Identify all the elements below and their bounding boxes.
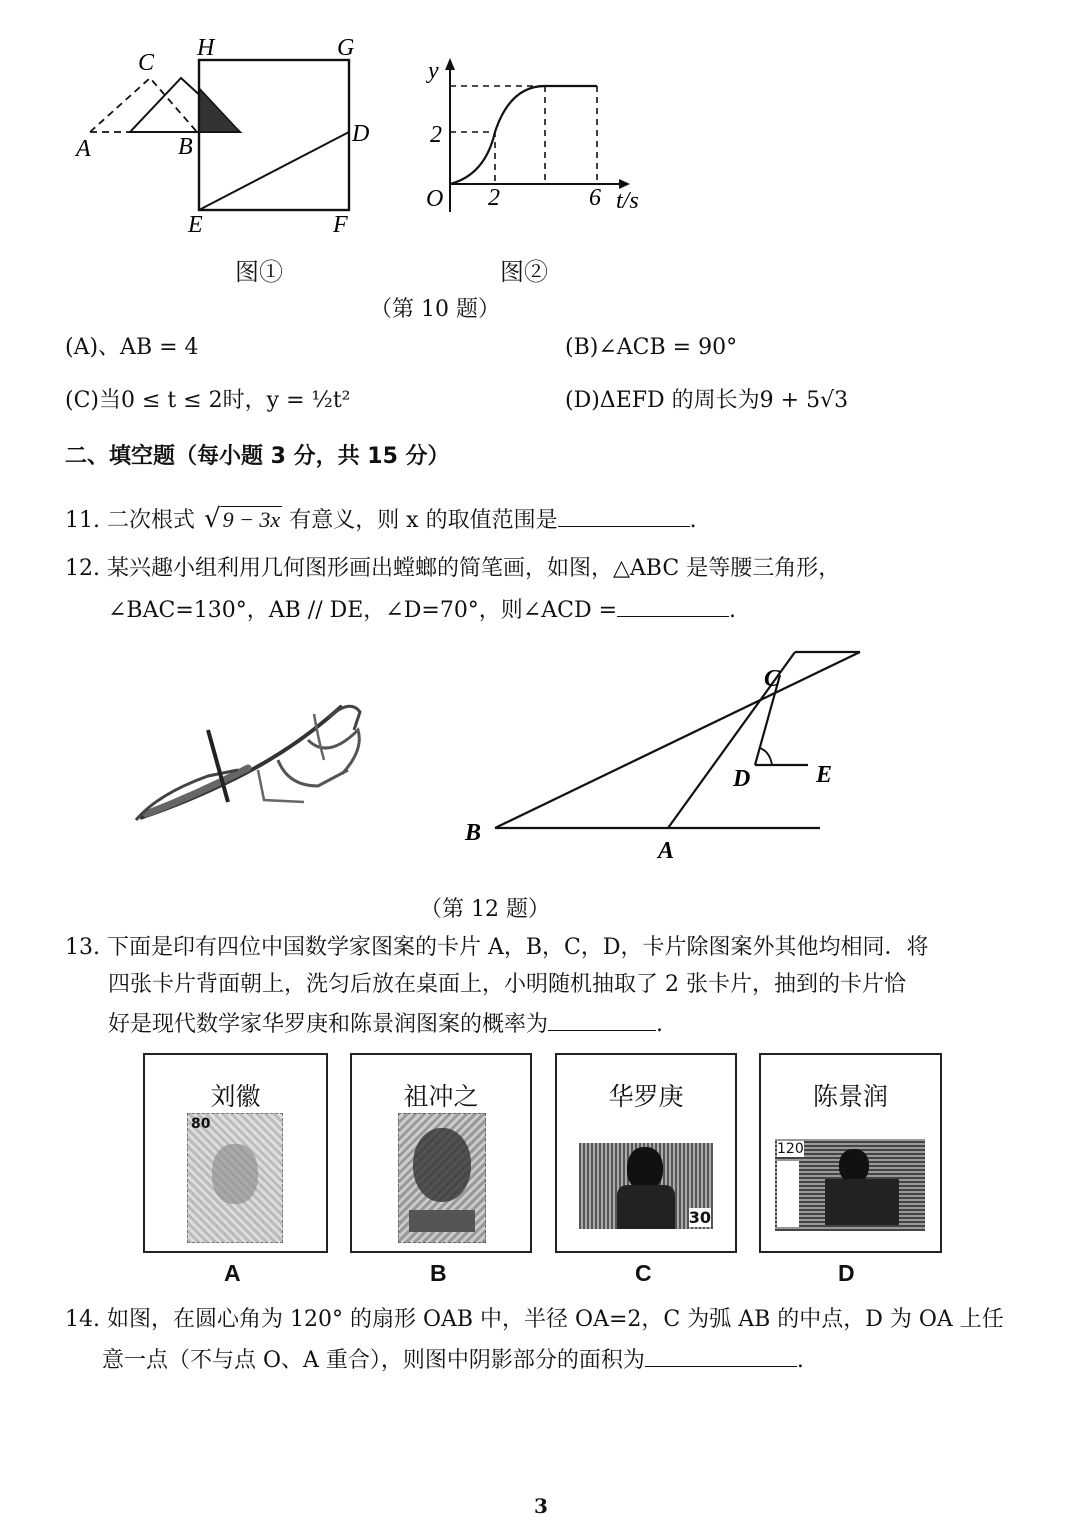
fig1-label-f: F xyxy=(333,212,348,238)
fig1-label-b: B xyxy=(178,134,193,160)
card-c-name: 华罗庚 xyxy=(608,1082,684,1111)
q11-end: . xyxy=(689,508,697,533)
card-b xyxy=(350,1053,532,1253)
fig10-figure2 xyxy=(415,50,655,220)
q10-option-d: (D)ΔEFD 的周长为9 + 5√3 xyxy=(565,388,849,413)
q12-label-e: E xyxy=(816,762,833,788)
q13-answer-blank[interactable] xyxy=(548,1010,656,1031)
q12-end: . xyxy=(729,597,737,623)
fig1-dashed-triangle xyxy=(90,78,197,132)
q11-radicand: 9 − 3x xyxy=(222,507,281,532)
card-d-name: 陈景润 xyxy=(812,1082,888,1111)
q11-suffix: 有意义，则 x 的取值范围是 xyxy=(289,508,558,533)
q12-label-b: B xyxy=(465,820,482,846)
card-d-stamp-value: 120 xyxy=(777,1141,804,1157)
card-a-stamp xyxy=(187,1113,283,1243)
q13-line2: 四张卡片背面朝上，洗匀后放在桌面上，小明随机抽取了 2 张卡片，抽到的卡片恰 xyxy=(108,972,906,997)
fig10-figure1 xyxy=(60,30,390,245)
q12-label-d: D xyxy=(733,766,751,792)
fig1-square xyxy=(199,60,349,210)
section-2-header: 二、填空题（每小题 3 分，共 15 分） xyxy=(65,444,450,469)
fig2-label-t: t/s xyxy=(616,188,639,214)
q14-end: . xyxy=(796,1347,804,1373)
q14-line1: 14. 如图，在圆心角为 120° 的扇形 OAB 中，半径 OA=2，C 为弧 AB 的中点，D 为 OA 上任 xyxy=(65,1307,1004,1332)
fig1-label-g: G xyxy=(337,35,355,61)
fig1-label-d: D xyxy=(352,121,370,147)
card-a-name: 刘徽 xyxy=(210,1082,261,1111)
fig1-label-c: C xyxy=(138,50,155,76)
fig1-shaded-region xyxy=(199,88,240,132)
fig1-label-a: A xyxy=(76,136,91,162)
q10-option-b: (B)∠ACB = 90° xyxy=(565,335,738,360)
fig2-tick-x-2: 2 xyxy=(488,185,500,211)
q13-line3-text: 好是现代数学家华罗庚和陈景润图案的概率为 xyxy=(108,1011,549,1037)
q12-line2 xyxy=(108,596,736,624)
mantis-sketch xyxy=(128,690,373,830)
q11-prefix: 11. 二次根式 xyxy=(65,508,195,533)
q12-line-bc xyxy=(495,652,860,828)
q12-line2-text: ∠BAC=130°，AB // DE，∠D=70°，则∠ACD = xyxy=(108,597,618,623)
fig2-curve xyxy=(450,86,597,184)
card-b-stamp xyxy=(398,1113,486,1243)
q13-end: . xyxy=(656,1011,664,1037)
card-c-stamp-value: 30 xyxy=(688,1208,711,1227)
q13-line3 xyxy=(108,1010,663,1038)
q13-line1: 13. 下面是印有四位中国数学家图案的卡片 A，B，C，D，卡片除图案外其他均相同．将 xyxy=(65,935,929,960)
q14-line2-text: 意一点（不与点 O、A 重合），则图中阴影部分的面积为 xyxy=(102,1347,645,1373)
fig2-tick-x-6: 6 xyxy=(589,185,601,211)
card-d-stamp xyxy=(775,1139,925,1231)
fig1-label-e: E xyxy=(188,212,203,238)
q14-line2 xyxy=(102,1346,804,1374)
page-number: 3 xyxy=(534,1494,548,1518)
fig2-label-o: O xyxy=(426,186,444,212)
q12-figure xyxy=(455,645,875,870)
q14-answer-blank[interactable] xyxy=(645,1346,797,1367)
card-c-label: C xyxy=(635,1260,652,1286)
q10-option-a: (A)、AB = 4 xyxy=(65,335,199,360)
fig1-label-h: H xyxy=(197,35,215,61)
card-c-stamp xyxy=(579,1143,713,1229)
fig2-label-y: y xyxy=(428,58,439,84)
q11-radical: √9 − 3x xyxy=(203,504,281,534)
fig2-caption: 图② xyxy=(500,258,548,286)
q12-label-c: C xyxy=(764,666,781,692)
question-11 xyxy=(65,504,697,535)
q12-caption: （第 12 题） xyxy=(420,897,550,922)
q10-option-c: (C)当0 ≤ t ≤ 2时，y = ½t² xyxy=(65,388,351,413)
fig1-segment-ed xyxy=(199,132,349,210)
fig1-caption: 图① xyxy=(235,258,283,286)
card-a-stamp-value: 80 xyxy=(191,1116,211,1132)
q10-caption: （第 10 题） xyxy=(370,297,500,322)
card-c xyxy=(555,1053,737,1253)
card-d xyxy=(759,1053,942,1253)
q12-answer-blank[interactable] xyxy=(617,596,729,617)
card-a xyxy=(143,1053,328,1253)
card-b-label: B xyxy=(430,1260,447,1286)
q12-label-a: A xyxy=(658,838,675,864)
card-b-name: 祖冲之 xyxy=(403,1082,479,1111)
q12-line1: 12. 某兴趣小组利用几何图形画出螳螂的简笔画，如图，△ABC 是等腰三角形， xyxy=(65,556,841,581)
q11-answer-blank[interactable] xyxy=(558,506,690,527)
fig2-tick-y-2: 2 xyxy=(430,122,442,148)
card-a-label: A xyxy=(224,1260,241,1286)
card-d-label: D xyxy=(838,1260,855,1286)
